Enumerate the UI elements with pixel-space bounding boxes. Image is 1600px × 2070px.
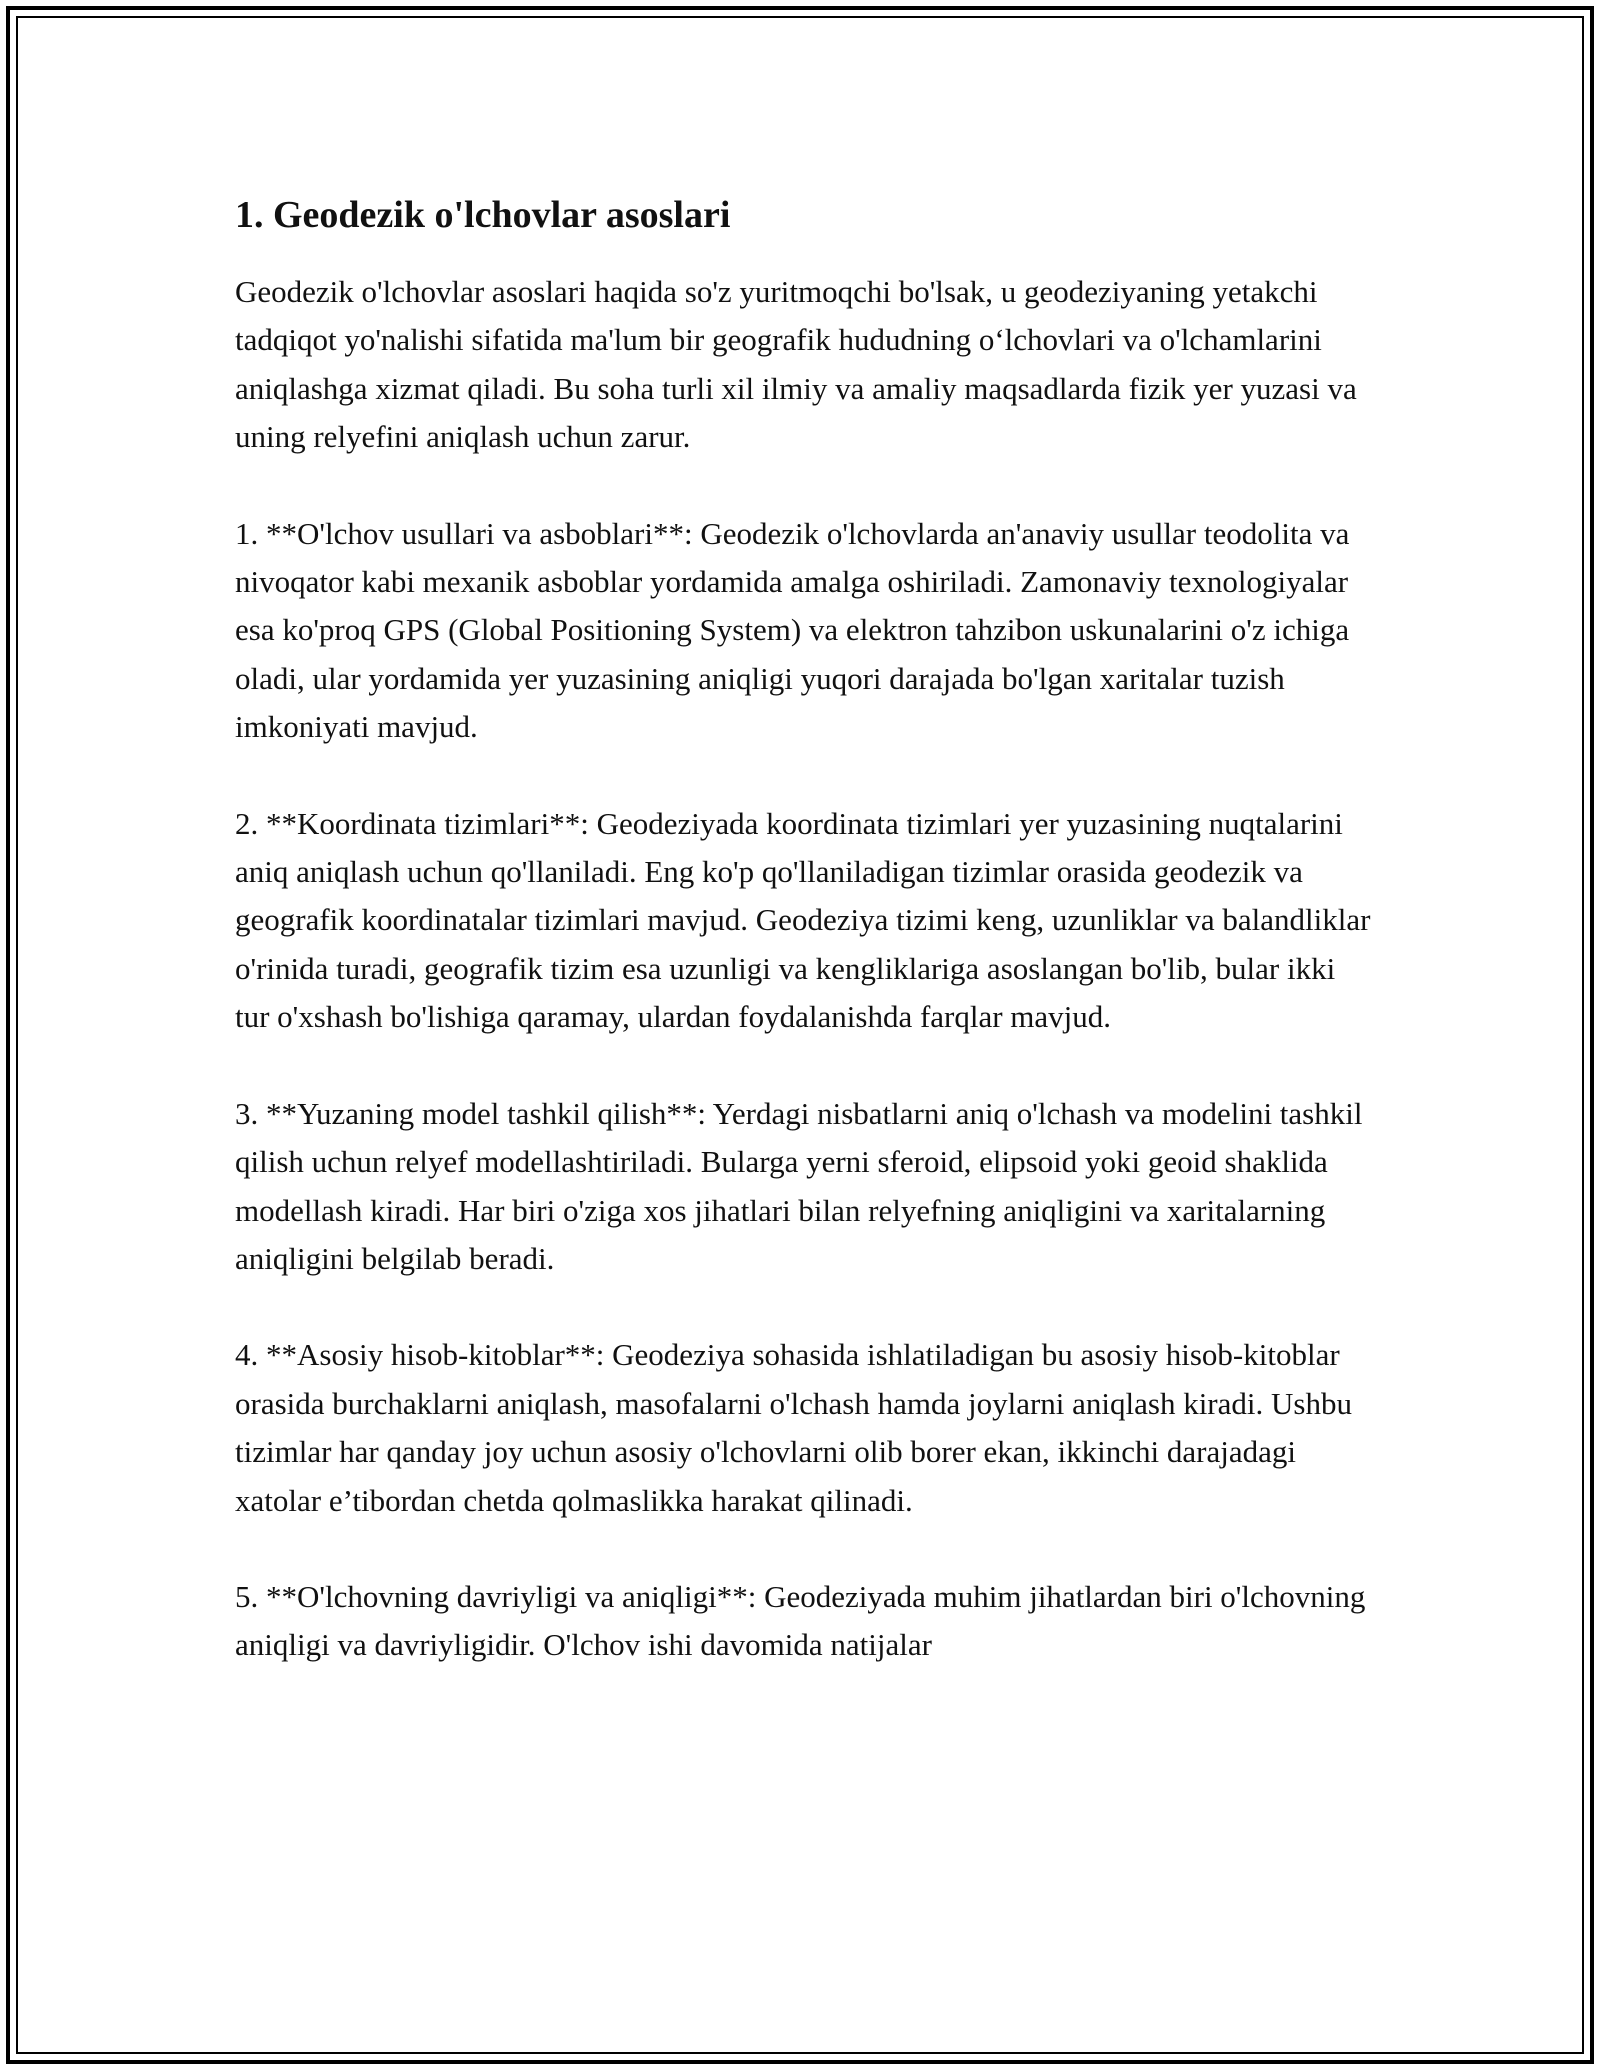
document-body — [235, 188, 1375, 1670]
paragraph-surface-modeling: 3. **Yuzaning model tashkil qilish**: Yerdagi nisbatlarni aniq o'lchash va modelini tashkil qilish uchun relyef modellashtiriladi. Bularga yerni sferoid, elipsoid yoki geoid shaklida modellash kiradi. Har biri o'ziga xos jihatlari bilan relyefning aniqligini va xaritalarning aniqligini belgilab beradi. — [235, 1095, 1363, 1276]
paragraph-measurement-methods: 1. **O'lchov usullari va asboblari**: Geodezik o'lchovlarda an'anaviy usullar teodolita va nivoqator kabi mexanik asboblar yordamida amalga oshiriladi. Zamonaviy texnologiyalar esa ko'proq GPS (Global Positioning System) va elektron tahzibon uskunalarini o'z ichiga oladi, ular yordamida yer yuzasining aniqligi yuqori darajada bo'lgan xaritalar tuzish imkoniyati mavjud. — [235, 515, 1350, 745]
intro-paragraph: Geodezik o'lchovlar asoslari haqida so'z yuritmoqchi bo'lsak, u geodeziyaning yetakchi tadqiqot yo'nalishi sifatida ma'lum bir geografik hududning o‘lchovlari va o'lchamlarini aniqlashga xizmat qiladi. Bu soha turli xil ilmiy va amaliy maqsadlarda fizik yer yuzasi va uning relyefini aniqlash uchun zarur. — [235, 274, 1357, 455]
document-title: 1. Geodezik o'lchovlar asoslari — [235, 194, 731, 236]
paragraph-periodicity-accuracy: 5. **O'lchovning davriyligi va aniqligi**: Geodeziyada muhim jihatlardan biri o'lchovning aniqligi va davriyligidir. O'lchov ishi davomida natijalar — [235, 1578, 1366, 1663]
paragraph-basic-calculations: 4. **Asosiy hisob-kitoblar**: Geodeziya sohasida ishlatiladigan bu asosiy hisob-kitoblar orasida burchaklarni aniqlash, masofalarni o'lchash hamda joylarni aniqlash kiradi. Ushbu tizimlar har qanday joy uchun asosiy o'lchovlarni olib borer ekan, ikkinchi darajadagi xatolar e’tibordan chetda qolmaslikka harakat qilinadi. — [235, 1337, 1352, 1518]
paragraph-coordinate-systems: 2. **Koordinata tizimlari**: Geodeziyada koordinata tizimlari yer yuzasining nuqtalarini aniq aniqlash uchun qo'llaniladi. Eng ko'p qo'llaniladigan tizimlar orasida geodezik va geografik koordinatalar tizimlari mavjud. Geodeziya tizimi keng, uzunliklar va balandliklar o'rinida turadi, geografik tizim esa uzunligi va kengliklariga asoslangan bo'lib, bular ikki tur o'xshash bo'lishiga qaramay, ulardan foydalanishda farqlar mavjud. — [235, 805, 1371, 1035]
